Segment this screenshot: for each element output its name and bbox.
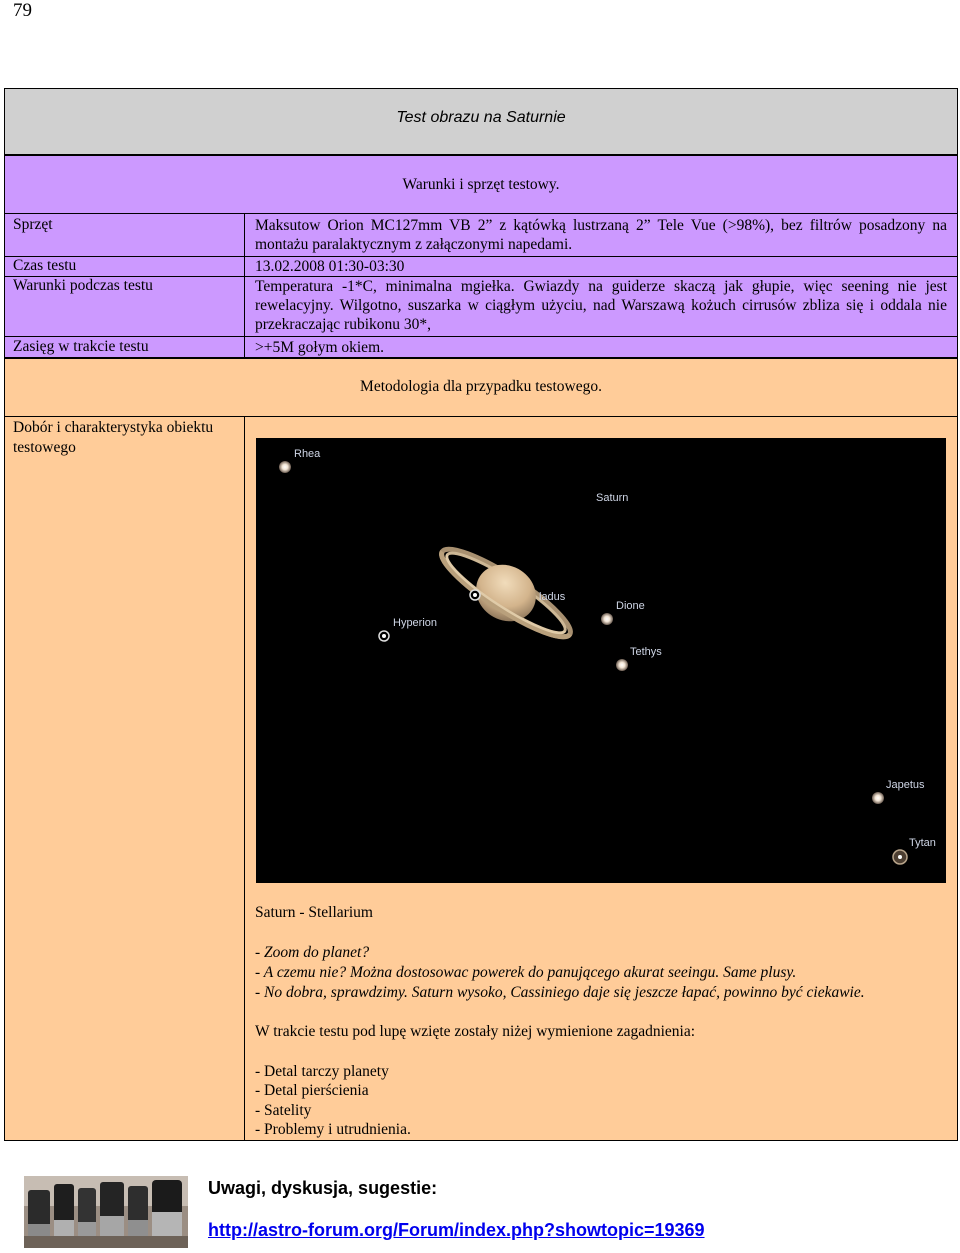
feedback-heading: Uwagi, dyskusja, sugestie: [208, 1178, 438, 1198]
japetus-moon [872, 792, 884, 804]
hyperion-label: Hyperion [393, 617, 438, 629]
eyepieces-photo [24, 1176, 188, 1248]
saturn-label: Saturn [596, 492, 629, 504]
equipment-value: Maksutow Orion MC127mm VB 2” z kątówką lustrzaną 2” Tele Vue (>98%), bez filtrów posadzony na montażu paralaktycznym z załączonymi napedami. [255, 217, 947, 253]
topics-intro: W trakcie testu pod lupę wzięte zostały niżej wymienione zagadnienia: [255, 1023, 696, 1040]
topic-item: - Satelity [255, 1102, 312, 1119]
dialogue-line: - Zoom do planet? [255, 944, 370, 961]
conditions-label: Warunki podczas testu [13, 277, 153, 294]
sky-chart-svg [256, 438, 946, 883]
enceladus-label: ladus [539, 591, 566, 603]
japetus-label: Japetus [886, 779, 925, 791]
test-time-value: 13.02.2008 01:30-03:30 [255, 258, 405, 275]
topic-item: - Detal pierścienia [255, 1082, 369, 1099]
dialogue-line: - A czemu nie? Można dostosowac powerek do panującego akurat seeingu. Same plusy. [255, 964, 797, 981]
dione-moon [601, 613, 613, 625]
range-value: >+5M gołym okiem. [255, 339, 384, 356]
dione-label: Dione [616, 600, 645, 612]
tethys-label: Tethys [630, 646, 662, 658]
range-label: Zasięg w trakcie testu [13, 338, 149, 355]
rhea-label: Rhea [294, 448, 321, 460]
saturn-stellarium-image [256, 438, 946, 883]
tethys-moon [616, 659, 628, 671]
image-caption: Saturn - Stellarium [255, 904, 373, 921]
dialogue-line: - No dobra, sprawdzimy. Saturn wysoko, Cassiniego daje się jeszcze łapać, powinno być ciekawie. [255, 984, 865, 1001]
equipment-label: Sprzęt [13, 216, 53, 233]
conditions-heading: Warunki i sprzęt testowy. [402, 176, 560, 193]
object-selection-label: Dobór i charakterystyka obiektu testowego [13, 419, 214, 456]
conditions-value: Temperatura -1*C, minimalna mgiełka. Gwiazdy na guiderze skaczą jak głupie, więc seening nie jest rewelacyjny. Wilgotno, suszarka w ciągłym użyciu, nad Warszawą kożuch cirrusów zbliza się i oddala nie przekraczając rubikonu 30*, [255, 278, 947, 333]
topic-item: - Problemy i utrudnienia. [255, 1121, 411, 1138]
forum-link[interactable]: http://astro-forum.org/Forum/index.php?showtopic=19369 [208, 1220, 705, 1240]
methodology-heading: Metodologia dla przypadku testowego. [360, 378, 602, 395]
document-title: Test obrazu na Saturnie [396, 109, 566, 126]
topic-item: - Detal tarczy planety [255, 1063, 389, 1080]
test-time-label: Czas testu [13, 257, 77, 274]
rhea-moon [279, 461, 291, 473]
tytan-label: Tytan [909, 837, 936, 849]
page-number: 79 [13, 0, 32, 21]
